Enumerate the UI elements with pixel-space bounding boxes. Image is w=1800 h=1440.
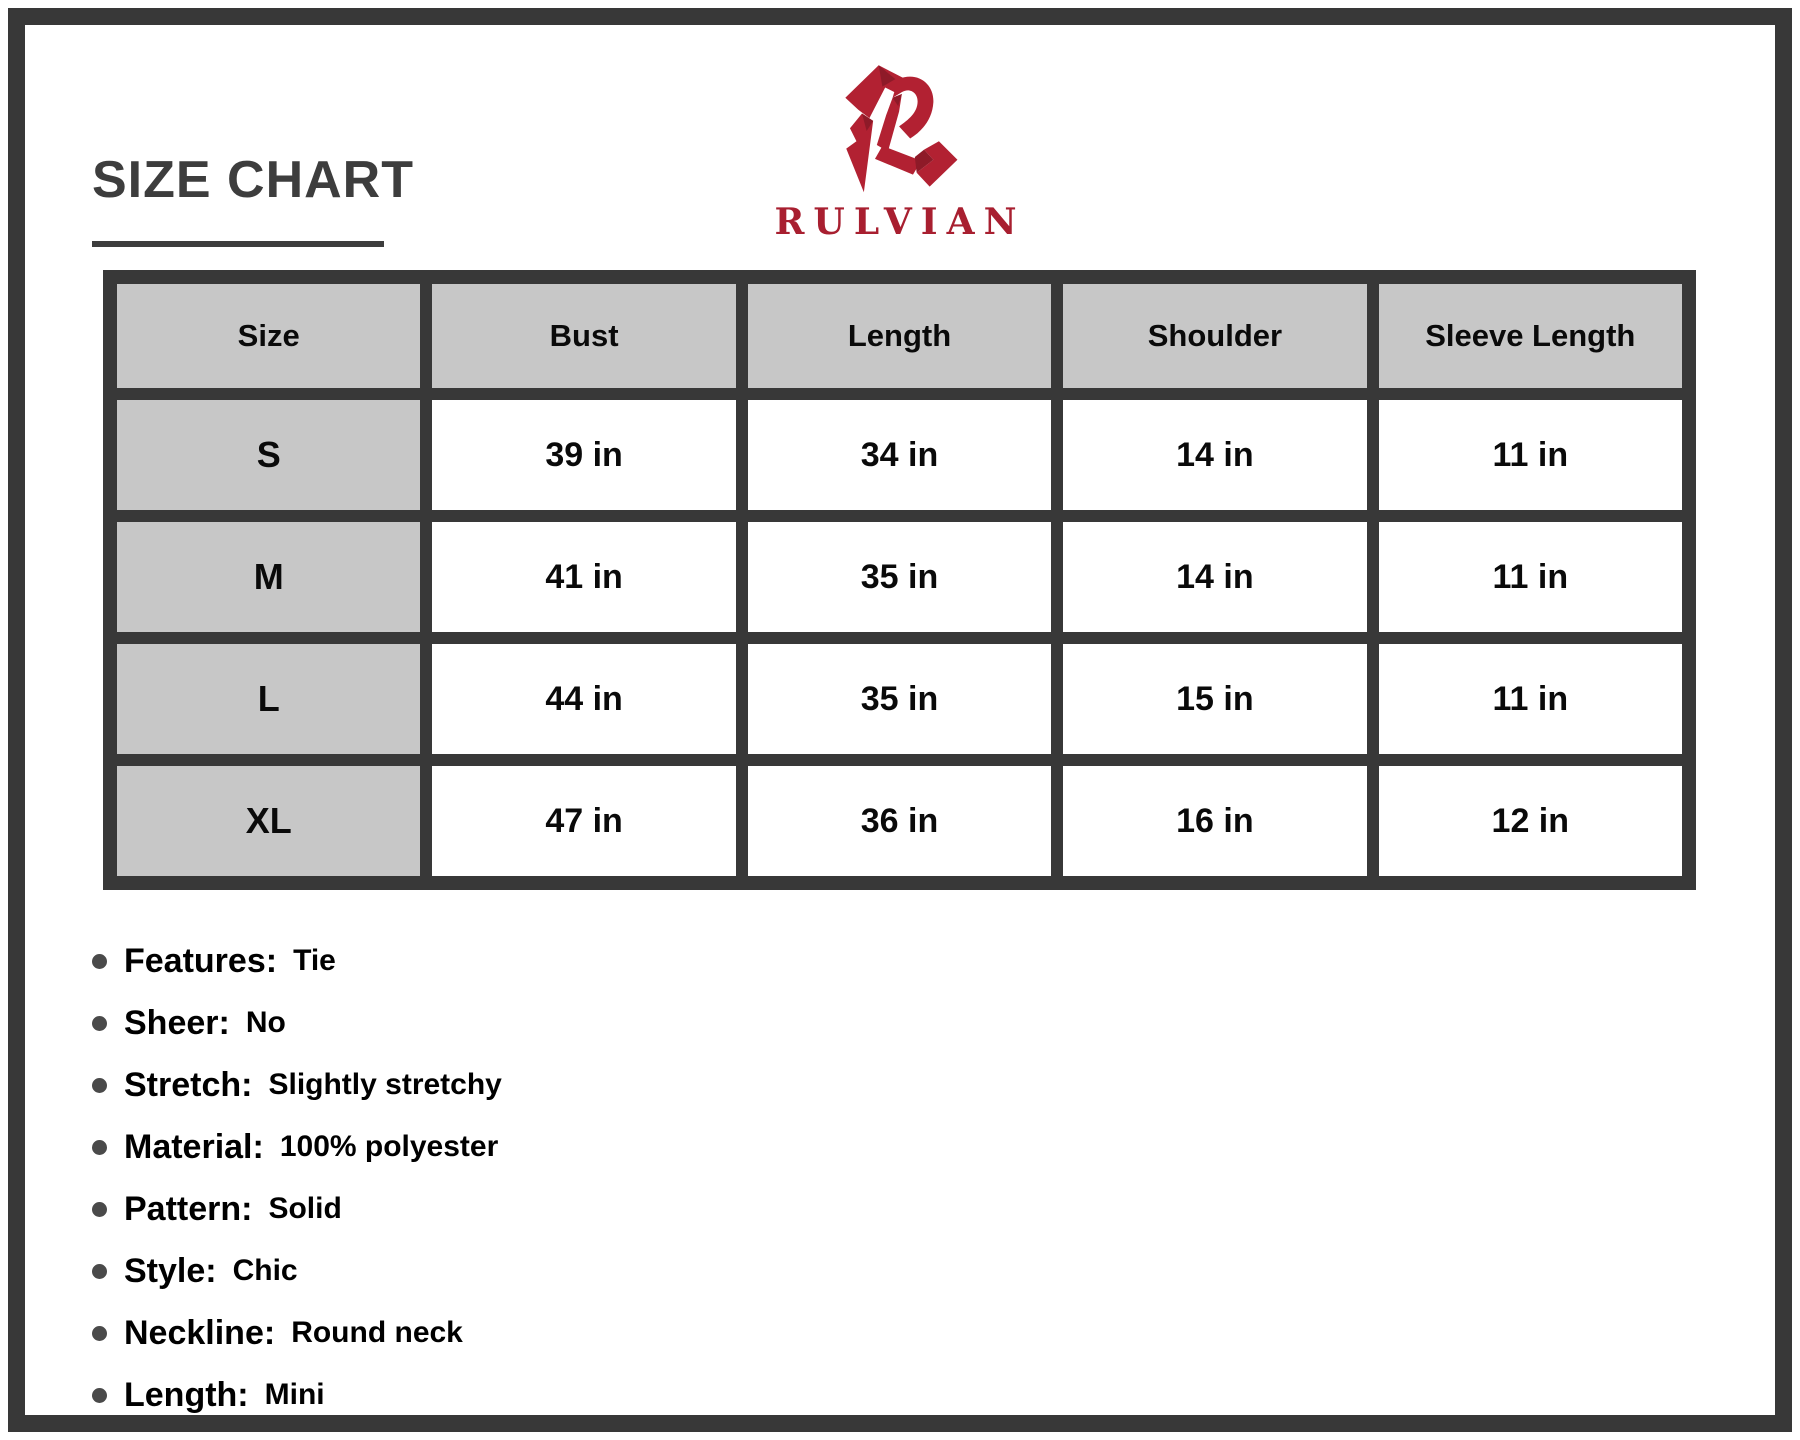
page-title: SIZE CHART bbox=[92, 151, 414, 209]
size-table bbox=[103, 270, 1696, 890]
size-cell: S bbox=[117, 400, 420, 510]
detail-value: Solid bbox=[268, 1192, 342, 1225]
brand-logo-block bbox=[760, 56, 1040, 243]
detail-label: Sheer: bbox=[124, 1003, 230, 1042]
brand-wordmark: RULVIAN bbox=[774, 201, 1026, 243]
header-cell-length: Length bbox=[748, 284, 1051, 388]
detail-item bbox=[92, 1364, 502, 1426]
value-cell: 14 in bbox=[1063, 522, 1366, 632]
brand-logo-icon bbox=[821, 56, 979, 195]
value-cell: 35 in bbox=[748, 522, 1051, 632]
value-cell: 41 in bbox=[432, 522, 735, 632]
size-cell: M bbox=[117, 522, 420, 632]
header-cell-size: Size bbox=[117, 284, 420, 388]
detail-value: Tie bbox=[293, 944, 336, 977]
bullet-icon bbox=[92, 1078, 107, 1093]
detail-label: Features: bbox=[124, 941, 278, 980]
detail-value: Slightly stretchy bbox=[268, 1068, 502, 1101]
detail-label: Length: bbox=[124, 1375, 249, 1414]
detail-item bbox=[92, 930, 502, 992]
value-cell: 47 in bbox=[432, 766, 735, 876]
detail-value: Round neck bbox=[291, 1316, 463, 1349]
detail-item bbox=[92, 1178, 502, 1240]
detail-item bbox=[92, 1302, 502, 1364]
detail-value: Mini bbox=[264, 1378, 325, 1411]
header-cell-shoulder: Shoulder bbox=[1063, 284, 1366, 388]
product-details-list bbox=[92, 930, 502, 1426]
value-cell: 36 in bbox=[748, 766, 1051, 876]
value-cell: 44 in bbox=[432, 644, 735, 754]
title-underline bbox=[92, 241, 384, 247]
detail-item bbox=[92, 1240, 502, 1302]
value-cell: 11 in bbox=[1379, 400, 1682, 510]
value-cell: 34 in bbox=[748, 400, 1051, 510]
bullet-icon bbox=[92, 1264, 107, 1279]
value-cell: 35 in bbox=[748, 644, 1051, 754]
title-block bbox=[92, 152, 414, 247]
detail-label: Pattern: bbox=[124, 1189, 253, 1228]
detail-label: Neckline: bbox=[124, 1313, 276, 1352]
detail-item bbox=[92, 992, 502, 1054]
value-cell: 16 in bbox=[1063, 766, 1366, 876]
size-cell: XL bbox=[117, 766, 420, 876]
bullet-icon bbox=[92, 1202, 107, 1217]
value-cell: 39 in bbox=[432, 400, 735, 510]
bullet-icon bbox=[92, 1326, 107, 1341]
size-cell: L bbox=[117, 644, 420, 754]
bullet-icon bbox=[92, 1388, 107, 1403]
bullet-icon bbox=[92, 1140, 107, 1155]
bullet-icon bbox=[92, 1016, 107, 1031]
detail-value: 100% polyester bbox=[279, 1130, 499, 1163]
value-cell: 11 in bbox=[1379, 644, 1682, 754]
header-cell-sleeve-length: Sleeve Length bbox=[1379, 284, 1682, 388]
detail-item bbox=[92, 1054, 502, 1116]
bullet-icon bbox=[92, 954, 107, 969]
header-cell-bust: Bust bbox=[432, 284, 735, 388]
detail-item bbox=[92, 1116, 502, 1178]
detail-label: Style: bbox=[124, 1251, 217, 1290]
value-cell: 15 in bbox=[1063, 644, 1366, 754]
detail-label: Material: bbox=[124, 1127, 264, 1166]
detail-value: No bbox=[245, 1006, 286, 1039]
detail-label: Stretch: bbox=[124, 1065, 253, 1104]
value-cell: 11 in bbox=[1379, 522, 1682, 632]
value-cell: 12 in bbox=[1379, 766, 1682, 876]
value-cell: 14 in bbox=[1063, 400, 1366, 510]
detail-value: Chic bbox=[232, 1254, 298, 1287]
